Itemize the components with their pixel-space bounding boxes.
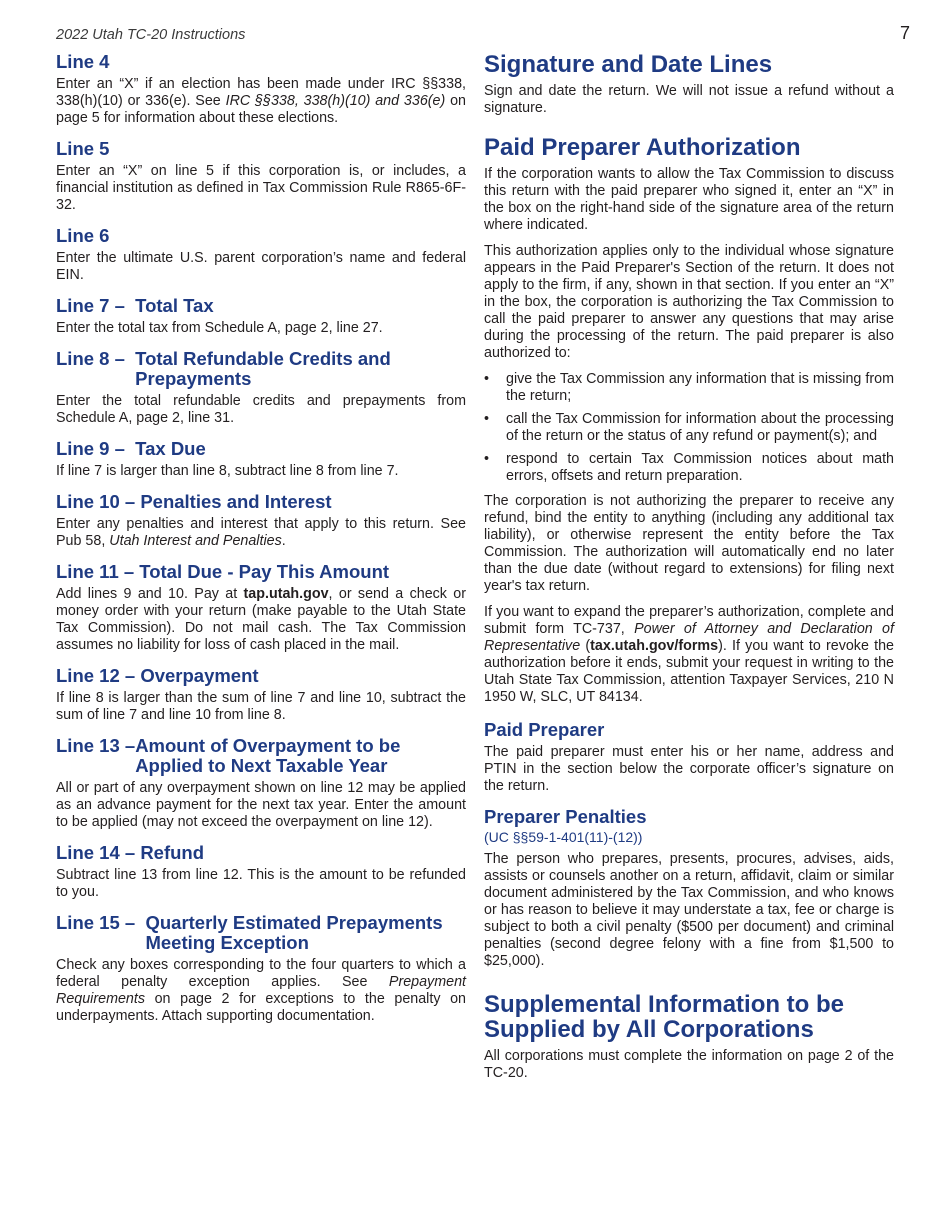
paid-preparer-heading: Paid Preparer [484,719,605,740]
ppa-paragraph-4 [484,604,894,706]
line4-text-a: Enter an “X” if an election has been made under IRC §§338, 338(h)(10) or 336(e). See [56,76,466,109]
list-item: • call the Tax Commission for information about the processing of the return or the status of any refund or payment(s); and [484,411,894,445]
line9-label: Line 9 – [56,438,136,459]
line15-text-a: Check any boxes corresponding to the four quarters to which a federal penalty exception applies. See [56,957,466,990]
line14-heading: Line 14 – Refund [56,842,205,863]
line10-text-a: Enter any penalties and interest that apply to this return. See Pub 58, [56,516,466,549]
ppa-paragraph-1: If the corporation wants to allow the Tax Commission to discuss this return with the paid preparer who signed it, enter an “X” in the box on the right-hand side of the signature area of the return where indicated. [484,166,894,233]
ppa-p4-a: If you want to expand the preparer’s authorization, complete and submit form TC-737, [484,604,894,637]
ppa-paragraph-3: The corporation is not authorizing the preparer to receive any refund, bind the entity to anything (including any additional tax liability), or otherwise represent the entity before the Tax Commission. The authorization will automatically end no later than the due date (without regard to extensions) for filing next year's tax return. [484,493,894,594]
left-column [56,52,466,1034]
paid-preparer-text: The paid preparer must enter his or her name, address and PTIN in the section below the corporate officer’s signature on the return. [484,744,894,794]
line15-title: Quarterly Estimated Prepayments Meeting Exception [145,912,443,953]
line11-text-b: , or send a check or money order with your return (make payable to the Utah State Tax Commission). Do not mail cash. The Tax Commission assumes no liability for loss of cash placed in the mail. [56,586,466,653]
ppa-p4-c: ). If you want to revoke the authorization before it ends, submit your request in writing to the Utah State Tax Commission, attention Taxpayer Services, 210 N 1950 W, SLC, UT 84134. [484,638,894,705]
line5-text: Enter an “X” on line 5 if this corporation is, or includes, a financial institution as defined in Tax Commission Rule R865-6F-32. [56,163,466,213]
line12-heading: Line 12 – Overpayment [56,665,259,686]
line15-heading [56,913,466,953]
line7-text: Enter the total tax from Schedule A, page 2, line 27. [56,320,383,336]
line8-text: Enter the total refundable credits and prepayments from Schedule A, page 2, line 31. [56,393,466,426]
line14-text: Subtract line 13 from line 12. This is the amount to be refunded to you. [56,867,466,900]
line7-heading [56,296,466,316]
line8-title: Total Refundable Credits and Prepayments [135,348,391,389]
penalties-citation: (UC §§59-1-401(11)-(12)) [484,829,643,845]
paid-preparer-authorization-heading: Paid Preparer Authorization [484,134,801,161]
line8-heading [56,349,466,389]
line15-label: Line 15 – [56,912,146,933]
line7-label: Line 7 – [56,295,136,316]
right-column [484,52,894,1091]
penalties-text: The person who prepares, presents, procures, advises, aids, assists or counsels another on a return, affidavit, claim or similar document administered by the Tax Commission, and who knows or has reason to believe it may understate a tax, fee or charge is subject to both a civil penalty ($500 per document) and criminal penalties (second degree felony with a fine from $1,500 to $25,000). [484,851,894,969]
signature-heading: Signature and Date Lines [484,51,773,78]
line13-title: Amount of Overpayment to be Applied to Next Taxable Year [135,735,401,776]
line10-text-italic: Utah Interest and Penalties [109,533,282,549]
list-item: • give the Tax Commission any information that is missing from the return; [484,371,894,405]
line13-heading [56,736,466,776]
line4-heading: Line 4 [56,51,110,72]
supplemental-text: All corporations must complete the information on page 2 of the TC-20. [484,1048,894,1081]
line15-text-b: on page 2 for exceptions to the penalty on underpayments. Attach supporting documentation. [56,991,466,1024]
line6-text: Enter the ultimate U.S. parent corporation’s name and federal EIN. [56,250,466,283]
line13-text: All or part of any overpayment shown on line 12 may be applied as an advance payment for the next tax year. Enter the amount to be applied (may not exceed the overpayment on line 12). [56,780,466,830]
line5-heading: Line 5 [56,138,110,159]
line6-heading: Line 6 [56,225,110,246]
line13-label: Line 13 – [56,735,136,756]
line11-text [56,586,466,654]
line10-text-b: . [281,533,286,549]
line11-text-a: Add lines 9 and 10. Pay at [56,586,244,602]
ppa-paragraph-2: This authorization applies only to the individual whose signature appears in the Paid Preparer's Section of the return. It does not apply to the firm, if any, shown in that section. If you enter an “X” in the box, the corporation is authorizing the Tax Commission to call the paid preparer to answer any questions that may arise during the processing of the return. The paid preparer is also authorized to: [484,243,894,361]
line10-text [56,516,466,550]
ppa-p4-italic: Power of Attorney and Declaration of Representative [484,621,894,654]
preparer-penalties-heading: Preparer Penalties [484,806,647,827]
running-header: 2022 Utah TC-20 Instructions [56,27,246,43]
ppa-p4-b: ( [580,638,591,654]
tax-forms-link: tax.utah.gov/forms [590,638,719,654]
line4-text-italic: IRC §§338, 338(h)(10) and 336(e) [225,93,446,109]
line12-text: If line 8 is larger than the sum of line 7 and line 10, subtract the sum of line 7 and line 10 from line 8. [56,690,466,723]
line15-text [56,957,466,1025]
line15-text-italic: Prepayment Requirements [56,974,466,1007]
line11-heading: Line 11 – Total Due - Pay This Amount [56,561,390,582]
signature-text: Sign and date the return. We will not issue a refund without a signature. [484,83,894,116]
page-number: 7 [900,23,911,43]
tap-utah-link: tap.utah.gov [243,586,329,602]
list-item: • respond to certain Tax Commission notices about math errors, offsets and return preparation. [484,451,894,485]
line9-text: If line 7 is larger than line 8, subtract line 8 from line 7. [56,463,399,479]
line4-text-b: on page 5 for information about these elections. [56,93,467,126]
line4-text [56,76,466,127]
line8-label: Line 8 – [56,348,136,369]
authorization-list [484,371,894,485]
line10-heading: Line 10 – Penalties and Interest [56,491,332,512]
supplemental-heading: Supplemental Information to be Supplied by All Corporations [484,991,845,1043]
line9-heading [56,439,466,459]
line7-title: Total Tax [135,295,214,316]
line9-title: Tax Due [135,438,206,459]
